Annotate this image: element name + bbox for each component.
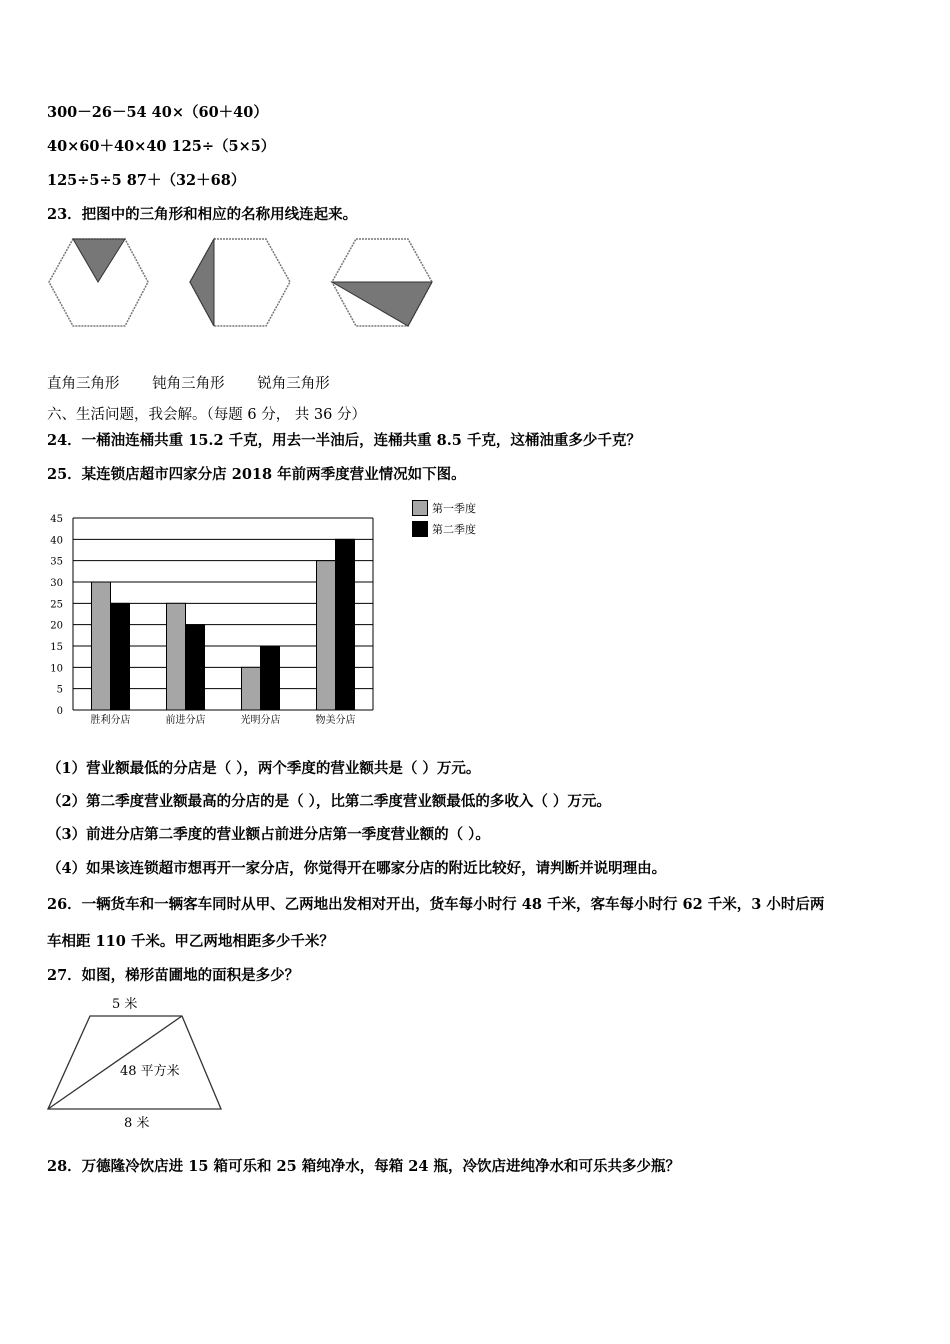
q26-line-2: 车相距 110 千米。甲乙两地相距多少千米？: [47, 933, 334, 950]
section-6-heading: 六、生活问题，我会解。（每题 6 分， 共 36 分）: [47, 407, 366, 423]
trapezoid-area-label: 48 平方米: [120, 1064, 180, 1079]
y-tick-label: 0: [56, 706, 63, 717]
y-tick-label: 25: [50, 599, 63, 611]
legend-q2-label: 第二季度: [432, 523, 476, 536]
y-tick-label: 30: [50, 578, 63, 589]
q25-title: 25．某连锁店超市四家分店 2018 年前两季度营业情况如下图。: [47, 466, 466, 483]
y-tick-label: 5: [56, 684, 63, 696]
y-tick-label: 20: [50, 620, 63, 632]
calc-line-3: 125÷5÷5 87＋（32＋68）: [47, 172, 246, 189]
calc-line-1: 300－26－54 40×（60＋40）: [47, 104, 268, 121]
x-tick-label: 光明分店: [240, 715, 281, 726]
label-acute-triangle: 锐角三角形: [257, 376, 330, 392]
q25-sub-3: （3）前进分店第二季度的营业额占前进分店第一季度营业额的（ ）。: [47, 826, 490, 843]
x-tick-label: 前进分店: [165, 715, 206, 726]
y-tick-label: 10: [50, 663, 63, 675]
calc-line-2: 40×60＋40×40 125÷（5×5）: [47, 138, 276, 155]
x-tick-label: 胜利分店: [90, 715, 131, 726]
x-tick-label: 物美分店: [315, 715, 356, 726]
q27-title: 27．如图，梯形苗圃地的面积是多少？: [47, 967, 300, 984]
q26-line-1: 26．一辆货车和一辆客车同时从甲、乙两地出发相对开出，货车每小时行 48 千米，客车每小时行 62 千米，3 小时后两: [47, 896, 825, 913]
q25-sub-2: （2）第二季度营业额最高的分店的是（ ），比第二季度营业额最低的多收入（ ）万元。: [47, 793, 611, 810]
q28-text: 28．万德隆冷饮店进 15 箱可乐和 25 箱纯净水，每箱 24 瓶，冷饮店进纯净水和可乐共多少瓶？: [47, 1158, 680, 1175]
q24-text: 24．一桶油连桶共重 15.2 千克，用去一半油后，连桶共重 8.5 千克，这桶油重多少千克？: [47, 432, 641, 449]
q25-sub-4: （4）如果该连锁超市想再开一家分店，你觉得开在哪家分店的附近比较好，请判断并说明理由。: [47, 860, 667, 877]
label-obtuse-triangle: 钝角三角形: [152, 376, 225, 392]
label-right-triangle: 直角三角形: [47, 376, 120, 392]
q23-title: 23．把图中的三角形和相应的名称用线连起来。: [47, 206, 358, 223]
y-tick-label: 45: [50, 514, 63, 525]
legend-q1-label: 第一季度: [432, 502, 476, 515]
trapezoid-bottom-label: 8 米: [124, 1116, 150, 1131]
trapezoid-top-label: 5 米: [112, 997, 138, 1012]
y-tick-label: 15: [50, 642, 63, 653]
q25-sub-1: （1）营业额最低的分店是（ ），两个季度的营业额共是（ ）万元。: [47, 760, 481, 777]
y-tick-label: 35: [50, 556, 63, 568]
y-tick-label: 40: [50, 535, 63, 547]
